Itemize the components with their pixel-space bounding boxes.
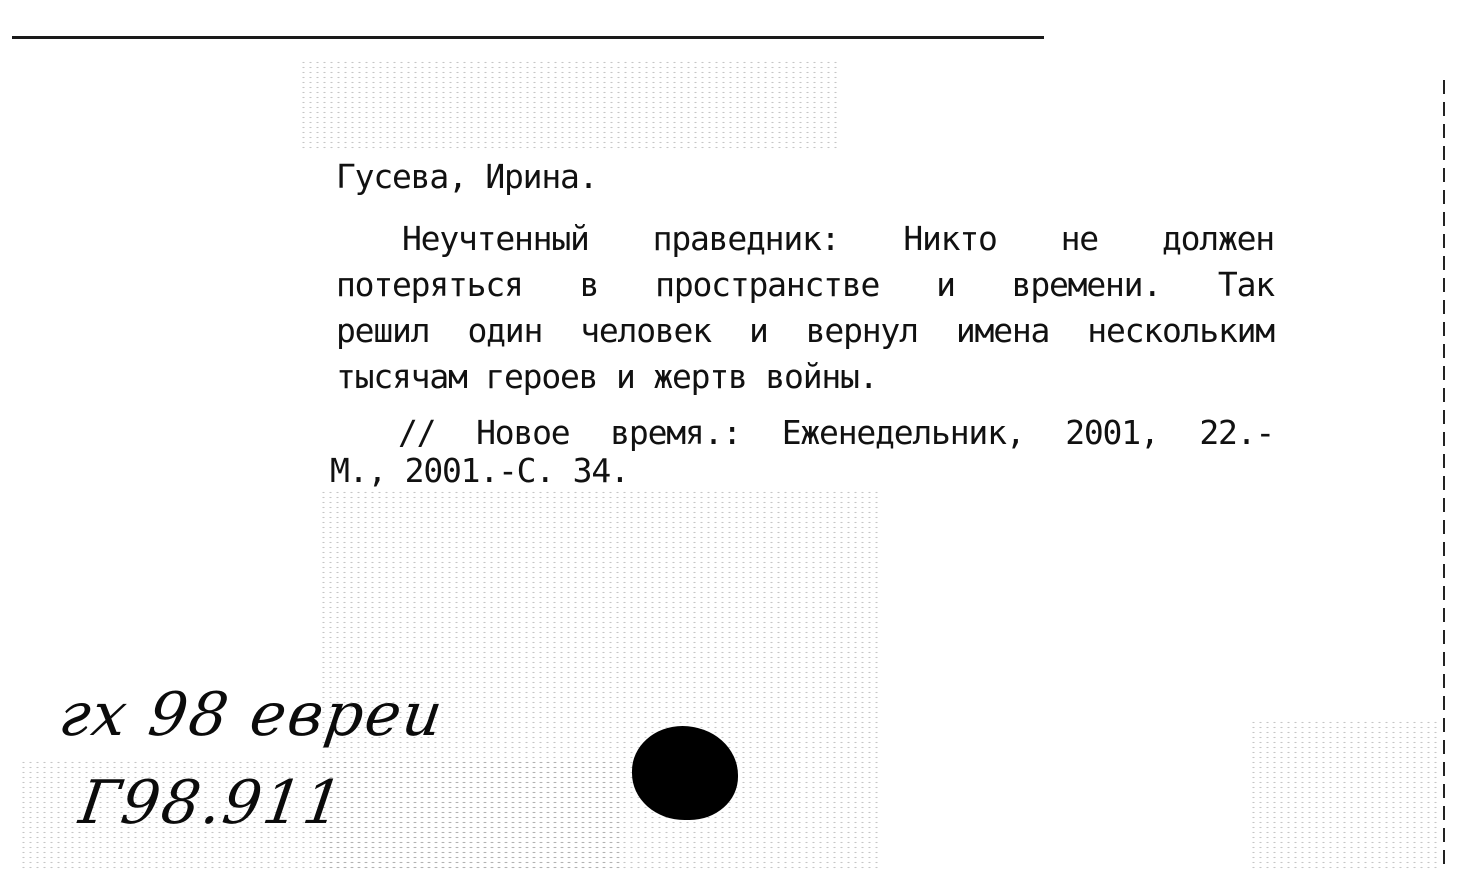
title-word: Неучтенный [402,219,589,258]
title-word: вернул [805,311,918,350]
title-word: пространстве [655,265,880,304]
title-word: нескольким [1087,311,1274,350]
title-word: решил [336,311,430,350]
title-word: не [1060,219,1098,258]
source-word: Еженедельник, [781,413,1025,452]
title-word: имена [955,311,1050,350]
punch-hole [632,726,738,820]
title-word: Никто [903,219,997,258]
source-word: Новое [476,413,570,452]
source-word: // [398,413,436,452]
title-word: должен [1161,219,1274,258]
title-word: Так [1217,265,1274,304]
title-line-1 [336,216,1274,262]
title-line-2 [336,262,1274,308]
title-line-4: тысячам героев и жертв войны. [336,357,878,396]
title-word: и [936,265,955,304]
title-word: и [748,311,768,350]
handwritten-shelfmark: Г98.911 [75,768,349,838]
scan-noise [1250,720,1440,870]
scan-noise [300,60,840,150]
source-line-2: М., 2001.-С. 34. [330,451,629,490]
top-rule [12,36,1044,39]
title-word: времени. [1011,265,1162,304]
title-word: в [579,265,599,304]
source-word: 22.- [1199,413,1274,452]
title-line-3 [336,308,1274,354]
card-edge [1443,80,1445,872]
source-word: 2001, [1065,413,1159,452]
title-word: один [467,311,543,350]
author-name: Гусева, Ирина. [336,157,598,196]
title-word: человек [580,311,711,350]
handwritten-subject: гх 98 евреи [55,680,449,750]
title-word: потеряться [336,265,523,304]
title-word: праведник: [652,219,840,258]
source-word: время.: [610,413,741,452]
